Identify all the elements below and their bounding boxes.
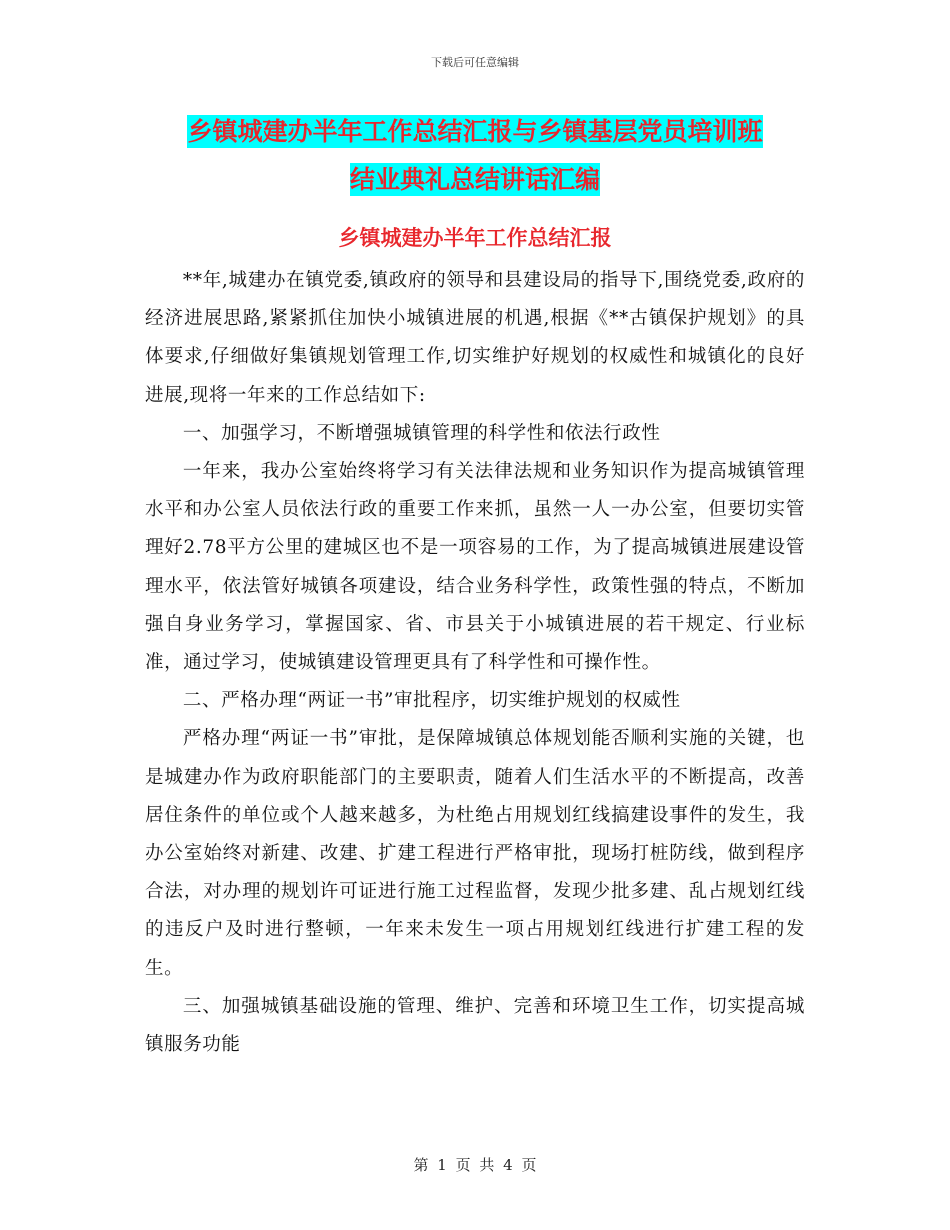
body-text (145, 262, 805, 1064)
paragraph-heading: 一、加强学习，不断增强城镇管理的科学性和依法行政性 (182, 422, 661, 444)
paragraph: **年,城建办在镇党委,镇政府的领导和县建设局的指导下,围绕党委,政府的经济进展思路,紧紧抓住加快小城镇进展的机遇,根据《**古镇保护规划》的具体要求,仔细做好集镇规划管理工作,切实维护好规划的权威性和城镇化的良好进展,现将一年来的工作总结如下: (145, 270, 805, 406)
paragraph-heading: 三、加强城镇基础设施的管理、维护、完善和环境卫生工作，切实提高城镇服务功能 (145, 995, 805, 1056)
header-note: 下载后可任意编辑 (431, 56, 519, 69)
paragraph: 一年来，我办公室始终将学习有关法律法规和业务知识作为提高城镇管理水平和办公室人员依法行政的重要工作来抓，虽然一人一办公室，但要切实管理好2.78平方公里的建城区也不是一项容易的工作，为了提高城镇进展建设管理水平，依法管好城镇各项建设，结合业务科学性，政策性强的特点，不断加强自身业务学习，掌握国家、省、市县关于小城镇进展的若干规定、行业标准，通过学习，使城镇建设管理更具有了科学性和可操作性。 (145, 461, 805, 674)
document-title-line-1: 乡镇城建办半年工作总结汇报与乡镇基层党员培训班 (187, 117, 763, 146)
paragraph-heading: 二、严格办理“两证一书”审批程序，切实维护规划的权威性 (182, 690, 681, 712)
paragraph: 严格办理“两证一书”审批，是保障城镇总体规划能否顺利实施的关键，也是城建办作为政府职能部门的主要职责，随着人们生活水平的不断提高，改善居住条件的单位或个人越来越多，为杜绝占用规划红线搞建设事件的发生，我办公室始终对新建、改建、扩建工程进行严格审批，现场打桩防线，做到程序合法，对办理的规划许可证进行施工过程监督，发现少批多建、乱占规划红线的违反户及时进行整顿，一年来未发生一项占用规划红线进行扩建工程的发生。 (145, 728, 805, 979)
section-title: 乡镇城建办半年工作总结汇报 (338, 226, 612, 250)
document-title (150, 108, 800, 204)
document-title-line-2: 结业典礼总结讲话汇编 (349, 165, 600, 194)
page-footer: 第 1 页 共 4 页 (413, 1156, 537, 1174)
